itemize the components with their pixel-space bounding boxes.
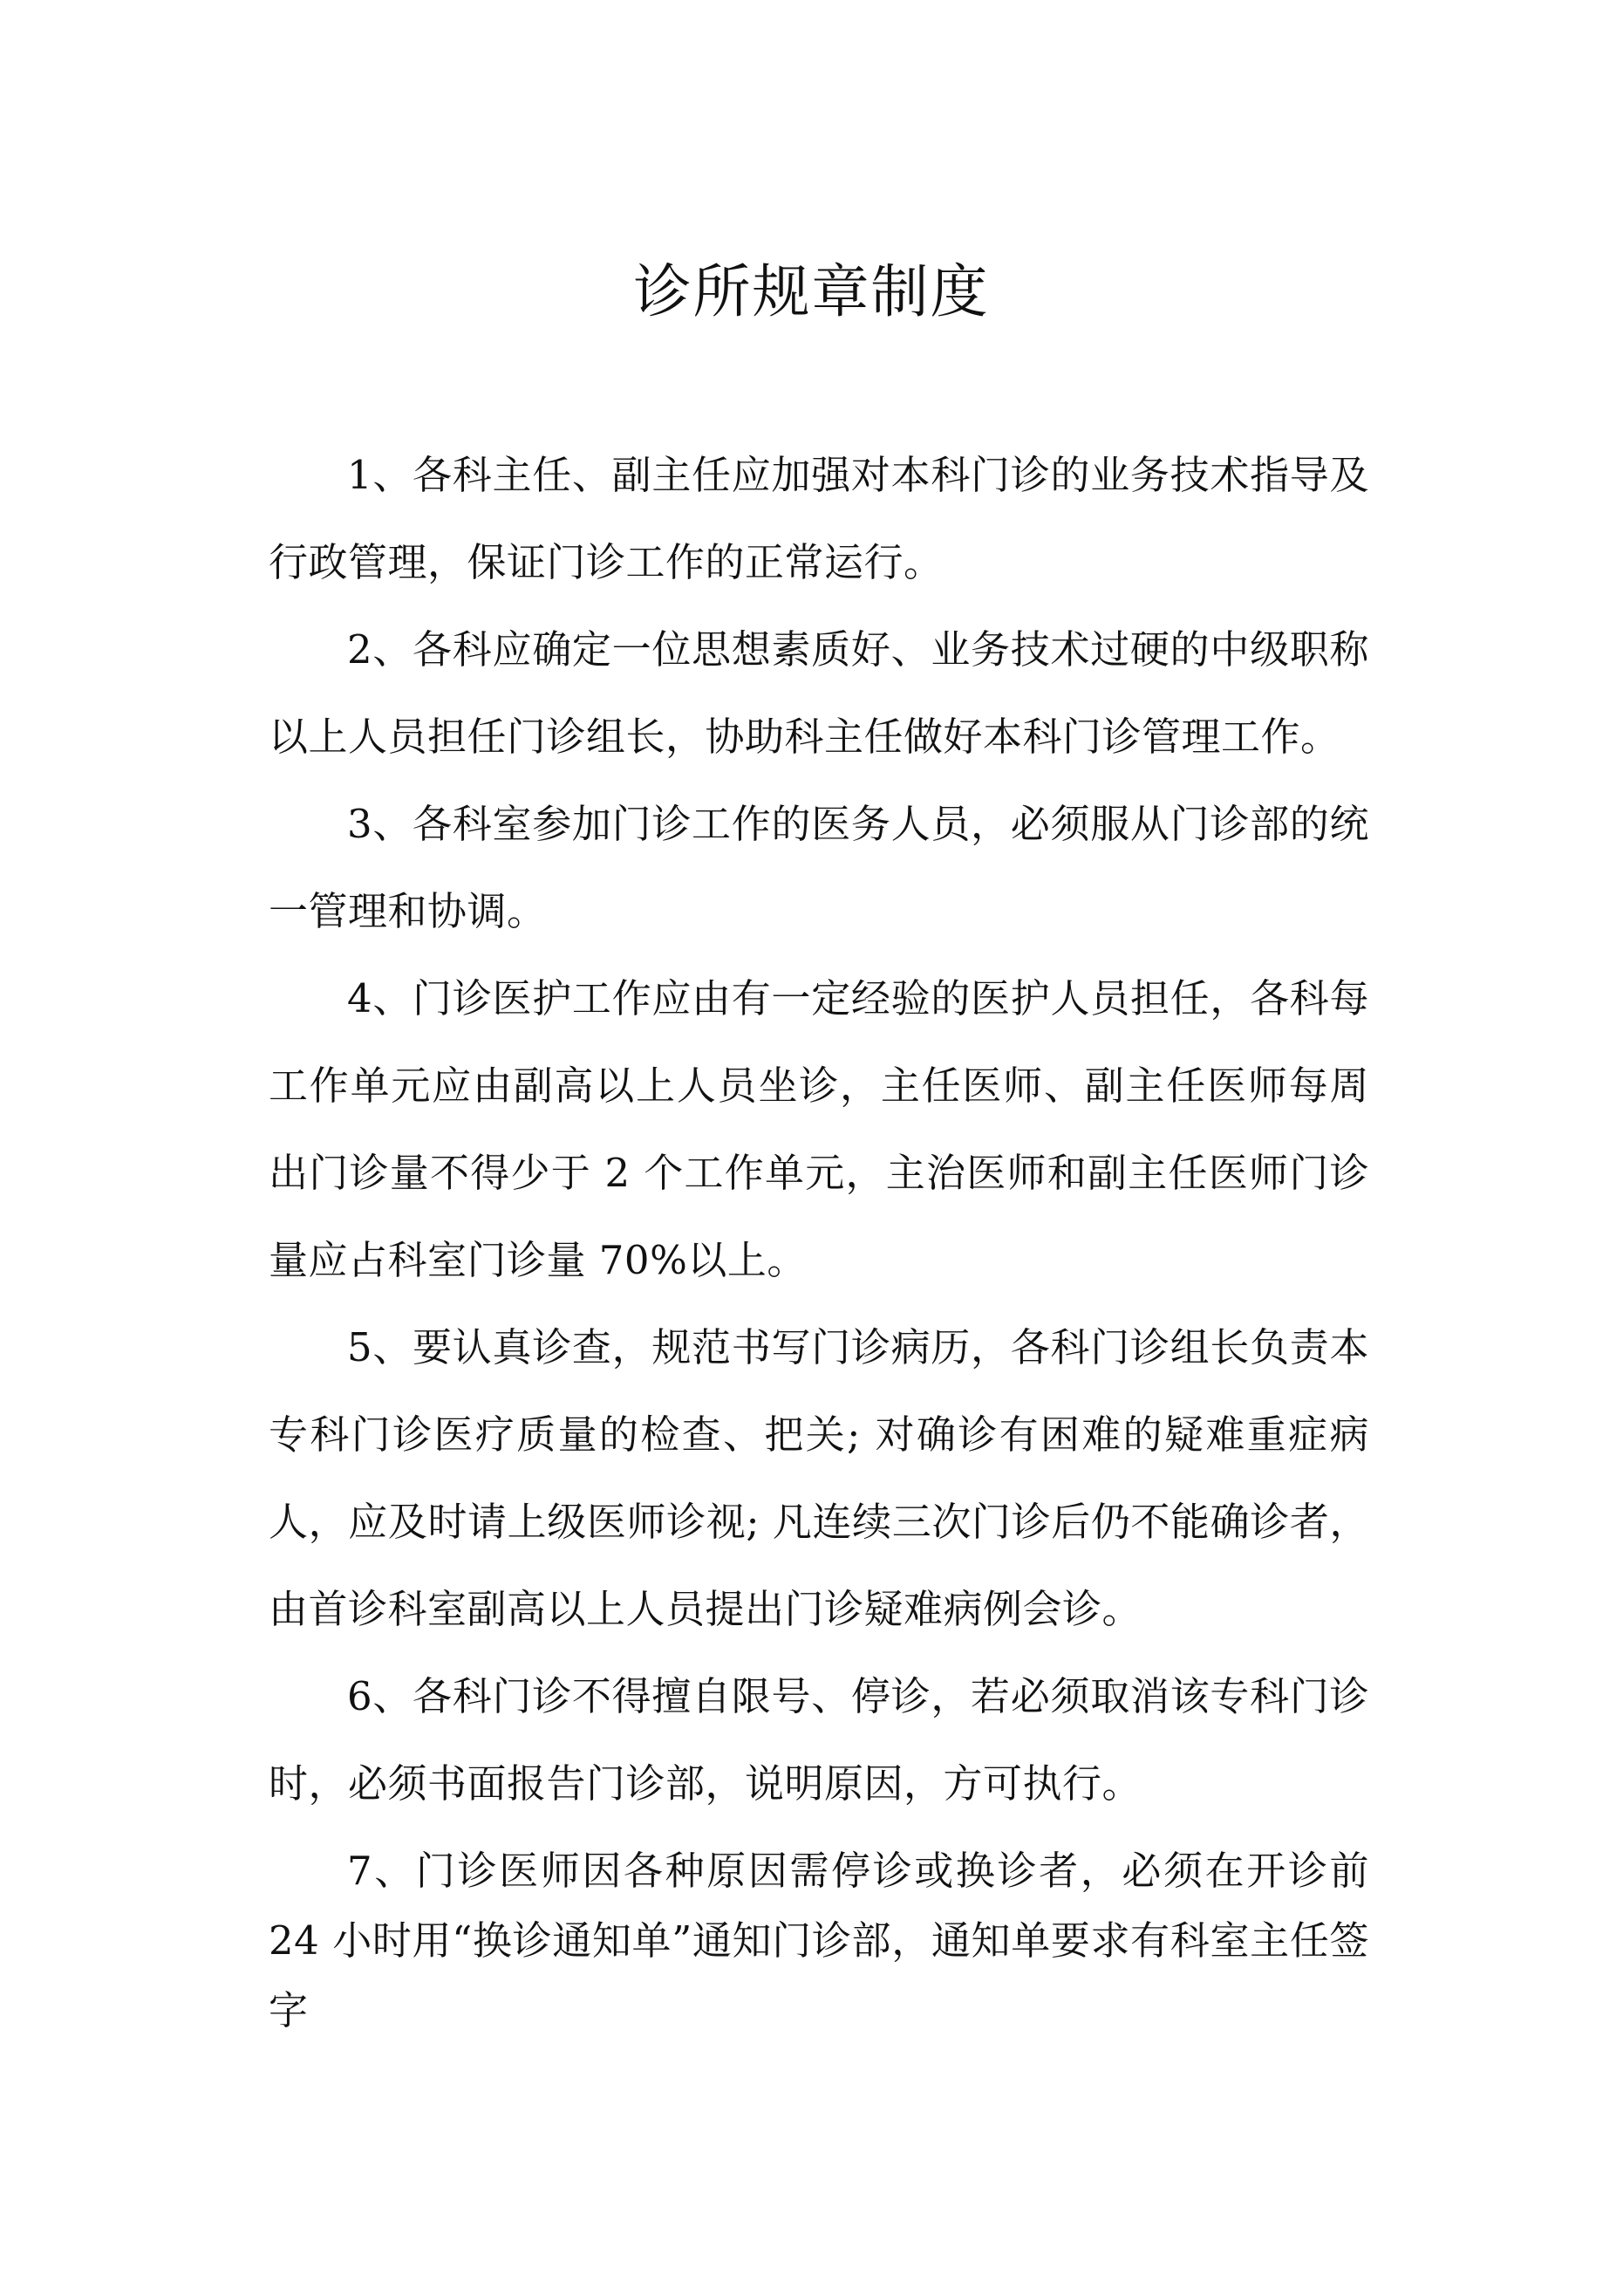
- document-body: [269, 432, 1369, 2046]
- page-title: 诊所规章制度: [633, 258, 990, 325]
- paragraph-6: 6、各科门诊不得擅自限号、停诊，若必须取消该专科门诊时，必须书面报告门诊部，说明原因，方可执行。: [269, 1673, 1369, 1807]
- paragraph-7: 7、门诊医师因各种原因需停诊或换诊者，必须在开诊前 24 小时用“换诊通知单”通知门诊部，通知单要求有科室主任签字: [269, 1848, 1369, 2033]
- paragraph-3: 3、各科室参加门诊工作的医务人员，必须服从门诊部的统一管理和协调。: [269, 801, 1369, 934]
- paragraph-5: 5、要认真诊查，规范书写门诊病历，各科门诊组长负责本专科门诊医疗质量的检查、把关; 对确诊有困难的疑难重症病人，应及时请上级医师诊视; 凡连续三次门诊后仍不能确诊者，由首诊科室副高以上人员提出门诊疑难病例会诊。: [269, 1324, 1369, 1632]
- paragraph-2: 2、各科应确定一位思想素质好、业务技术过硬的中级职称以上人员担任门诊组长，协助科主任做好本科门诊管理工作。: [269, 626, 1369, 760]
- paragraph-4: 4、门诊医护工作应由有一定经验的医护人员担任，各科每工作单元应由副高以上人员坐诊，主任医师、副主任医师每周出门诊量不得少于 2 个工作单元，主治医师和副主任医师门诊量应占科室门诊量 70%以上。: [269, 975, 1369, 1283]
- paragraph-1: 1、各科主任、副主任应加强对本科门诊的业务技术指导及行政管理，保证门诊工作的正常运行。: [269, 452, 1369, 585]
